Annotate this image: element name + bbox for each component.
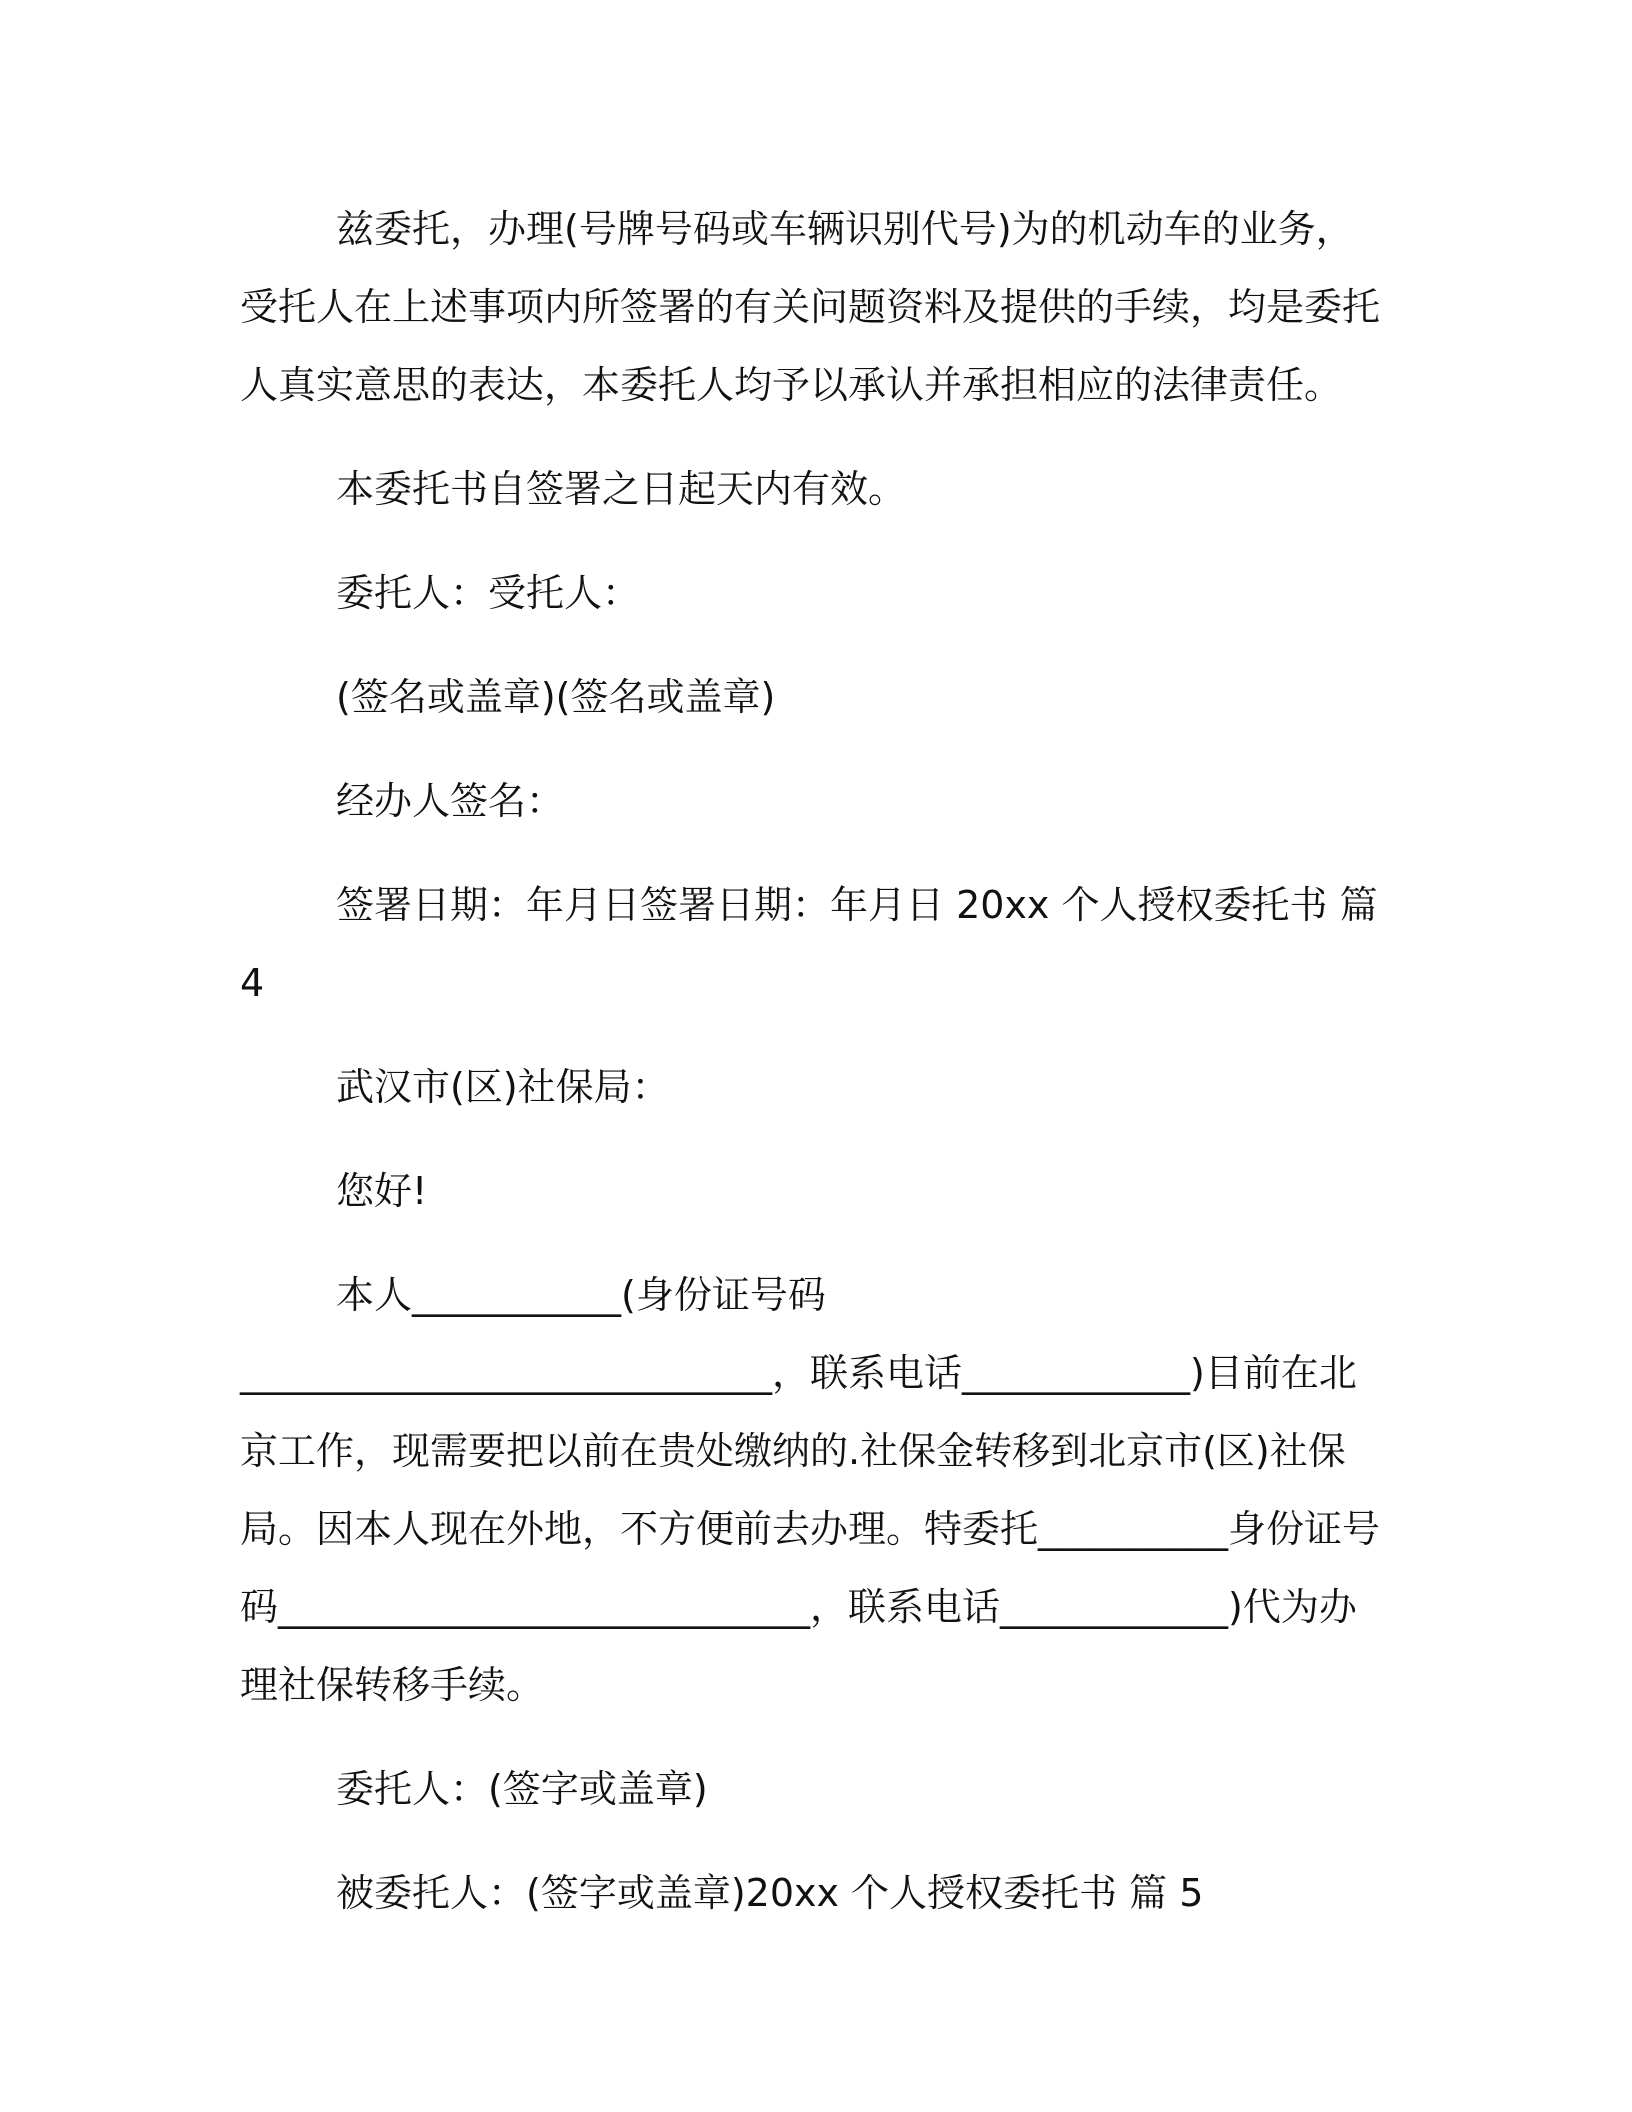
paragraph-signature-note: (签名或盖章)(签名或盖章) [336, 675, 776, 719]
paragraph-authorization-scope: 兹委托，办理(号牌号码或车辆识别代号)为的机动车的业务，受托人在上述事项内所签署的有关问题资料及提供的手续，均是委托人真实意思的表达，本委托人均予以承认并承担相应的法律责任。 [240, 207, 1381, 407]
paragraph-handler-signature: 经办人签名： [336, 779, 565, 823]
paragraph-parties: 委托人：受托人： [336, 571, 641, 615]
document-body [240, 190, 1390, 1932]
paragraph-principal-signature: 委托人：(签字或盖章) [336, 1767, 708, 1811]
paragraph-recipient: 武汉市(区)社保局： [336, 1065, 670, 1109]
paragraph-validity-period: 本委托书自签署之日起天内有效。 [336, 467, 907, 511]
paragraph-agent-signature: 被委托人：(签字或盖章)20xx 个人授权委托书 篇 5 [336, 1871, 1204, 1915]
paragraph-sign-dates: 签署日期：年月日签署日期：年月日 20xx 个人授权委托书 篇 4 [240, 883, 1390, 1005]
paragraph-greeting: 您好! [336, 1169, 428, 1213]
paragraph-request-body: 本人___________(身份证号码____________________________，联系电话____________)目前在北京工作，现需要把以前在贵处缴纳的.社保金转移到北京市(区)社保局。因本人现在外地，不方便前去办理。特委托__________身份证号码____________________________，联系电话____________)代为办理社保转移手续。 [240, 1273, 1381, 1707]
